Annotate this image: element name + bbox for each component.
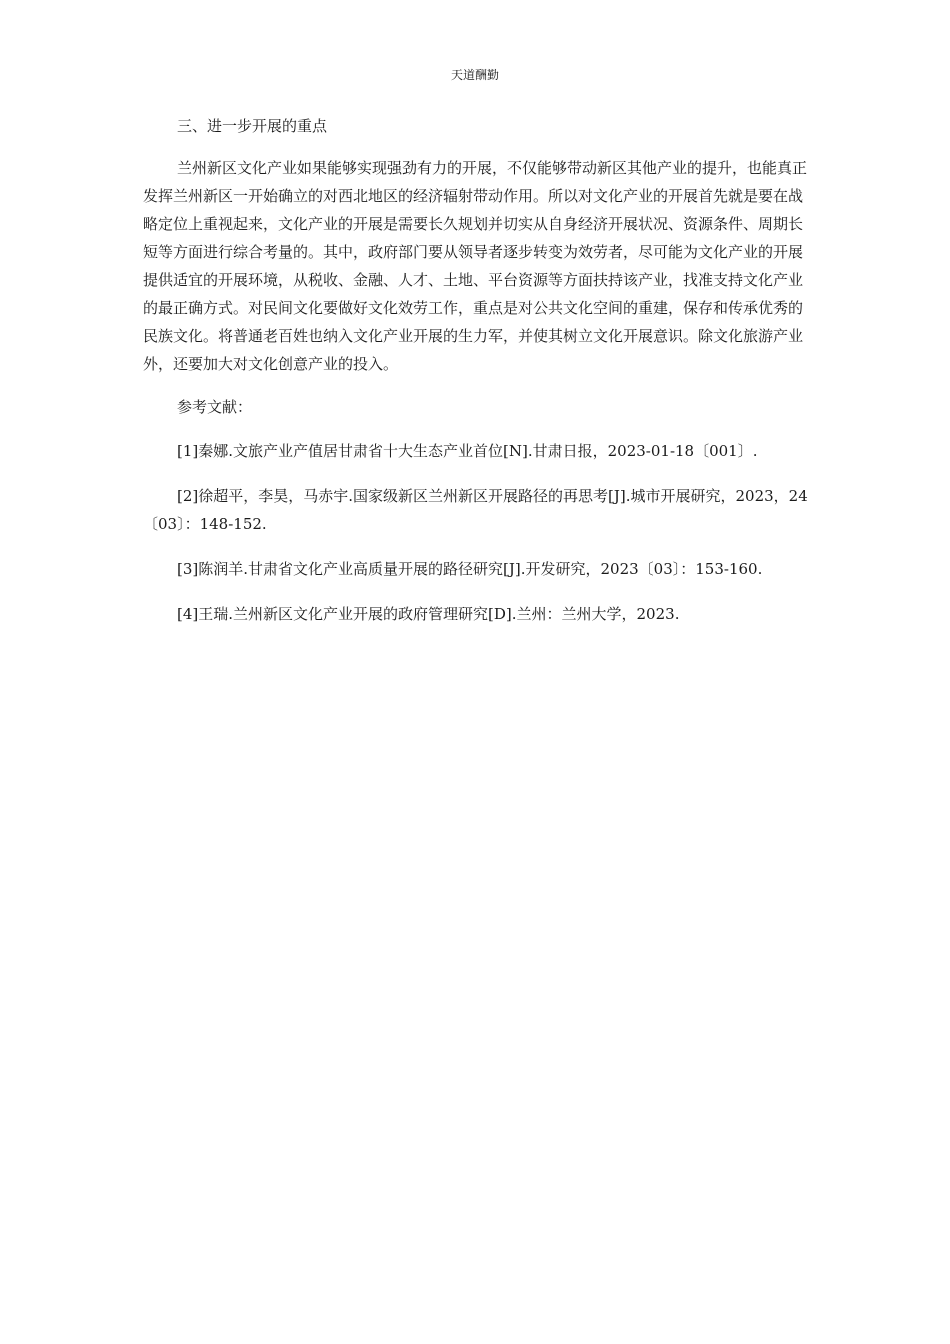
reference-item: [1]秦娜.文旅产业产值居甘肃省十大生态产业首位[N].甘肃日报，2023-01-18〔001〕.: [177, 442, 758, 460]
references-title: 参考文献：: [177, 398, 253, 416]
reference-item: [2]徐超平，李昊，马赤宇.国家级新区兰州新区开展路径的再思考[J].城市开展研究，2023，24〔03〕：148-152.: [143, 487, 808, 533]
document-body: [143, 113, 808, 645]
page-header: 天道酬勤: [450, 68, 499, 82]
reference-item: [3]陈润羊.甘肃省文化产业高质量开展的路径研究[J].开发研究，2023〔03〕：153-160.: [177, 560, 763, 578]
section-heading: 三、进一步开展的重点: [177, 117, 328, 135]
reference-item: [4]王瑞.兰州新区文化产业开展的政府管理研究[D].兰州：兰州大学，2023.: [177, 605, 680, 623]
body-paragraph: 兰州新区文化产业如果能够实现强劲有力的开展，不仅能够带动新区其他产业的提升，也能真正发挥兰州新区一开始确立的对西北地区的经济辐射带动作用。所以对文化产业的开展首先就是要在战略定位上重视起来，文化产业的开展是需要长久规划并切实从自身经济开展状况、资源条件、周期长短等方面进行综合考量的。其中，政府部门要从领导者逐步转变为效劳者，尽可能为文化产业的开展提供适宜的开展环境，从税收、金融、人才、土地、平台资源等方面扶持该产业，找准支持文化产业的最正确方式。对民间文化要做好文化效劳工作，重点是对公共文化空间的重建，保存和传承优秀的民族文化。将普通老百姓也纳入文化产业开展的生力军，并使其树立文化开展意识。除文化旅游产业外，还要加大对文化创意产业的投入。: [143, 159, 808, 373]
